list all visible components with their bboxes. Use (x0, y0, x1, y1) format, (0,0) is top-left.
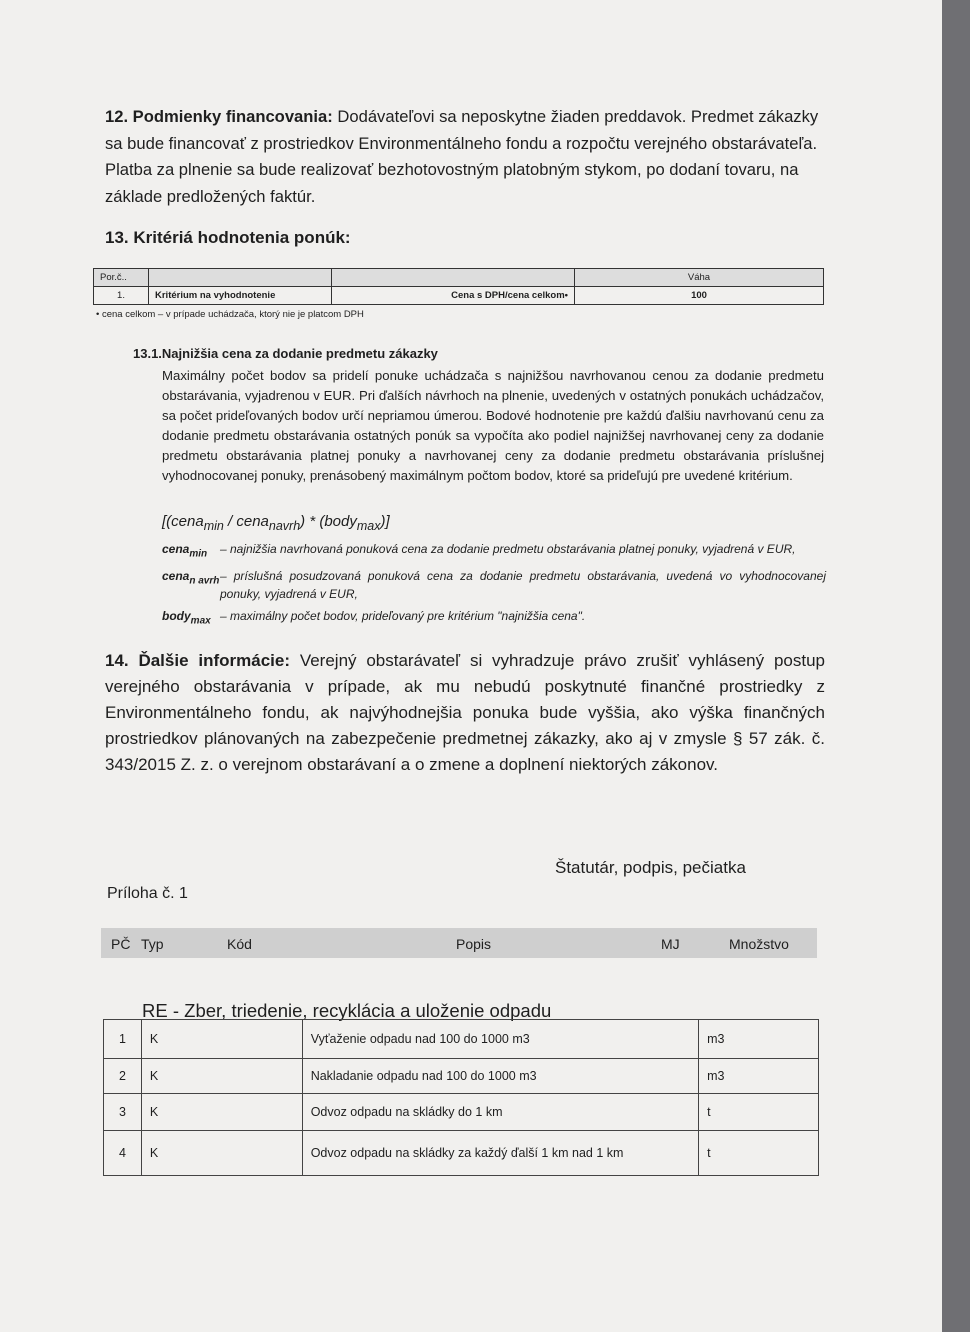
item-mj: m3 (699, 1020, 819, 1059)
section-14-text: Verejný obstarávateľ si vyhradzuje právo zrušiť vyhlásený postup verejného obstarávania v prípade, ak mu nebudú poskytnuté finančné prostriedky z Environmentálneho fondu, ak najvýhodnejšia ponuka bude vyššia, ako výška finančných prostriedkov plánovaných na zabezpečenie predmetnej zákazky, ako aj v zmysle § 57 zák. č. 343/2015 Z. z. o verejnom obstarávaní a o zmene a doplnení niektorých zákonov. (105, 651, 825, 774)
formula-part: [(cena (162, 513, 204, 530)
signature-label: Štatutár, podpis, pečiatka (555, 858, 746, 877)
items-header-mnozstvo: Množstvo (729, 936, 789, 952)
criteria-row-no: 1. (94, 287, 149, 305)
criteria-table (93, 268, 824, 305)
definition-row (162, 540, 826, 563)
criteria-table-header (94, 269, 824, 287)
section-13-1-text: Maximálny počet bodov sa pridelí ponuke uchádzača s najnižšou navrhovanou cenou za dodanie predmetu obstarávania, vyjadrenou v EUR. Pri ďalších návrhoch na plnenie, uvedených v ostatných ponukách uchádzačov, sa počet prideľovaných bodov určí nepriamou úmerou. Bodové hodnotenie pre každú ďalšiu navrhovanú cenu za dodanie predmetu obstarávania ostatných ponúk sa vypočíta ako podiel najnižšej navrhovanej ceny za dodanie predmetu obstarávania platnej ponuky a navrhovanej ceny za dodanie predmetu obstarávania príslušnej vyhodnocovanej ponuky, prenásobený maximálnym počtom bodov, ktoré sa prideľujú pre uvedené kritérium. (162, 368, 824, 483)
item-popis: Odvoz odpadu na skládky za každý ďalší 1 km nad 1 km (302, 1131, 698, 1176)
table-row (104, 1094, 819, 1131)
section-14-heading: 14. Ďalšie informácie: (105, 651, 290, 670)
scoring-formula (162, 513, 390, 533)
criteria-row-price: Cena s DPH/cena celkom• (332, 287, 575, 305)
definition-row (162, 567, 826, 603)
item-typ: K (141, 1059, 302, 1094)
criteria-row-weight: 100 (575, 287, 824, 305)
items-table (103, 1019, 819, 1176)
definition-term: body$_{max}$ (162, 609, 211, 627)
formula-sub: navrh (268, 519, 301, 533)
formula-part: / cena (223, 513, 269, 530)
item-pc: 4 (104, 1131, 142, 1176)
section-14 (105, 648, 825, 778)
items-section-title: RE - Zber, triedenie, recyklácia a uloženie odpadu (142, 1000, 552, 1021)
formula-sub: max (356, 519, 381, 533)
item-pc: 1 (104, 1020, 142, 1059)
item-mj: t (699, 1131, 819, 1176)
formula-sub: min (203, 519, 224, 533)
annex-label: Príloha č. 1 (107, 885, 188, 902)
item-pc: 2 (104, 1059, 142, 1094)
item-popis: Vyťaženie odpadu nad 100 do 1000 m3 (302, 1020, 698, 1059)
definition-text: – maximálny počet bodov, prideľovaný pre kritérium "najnižšia cena". (220, 609, 586, 624)
item-typ: K (141, 1020, 302, 1059)
section-12-heading: 12. Podmienky financovania: (105, 107, 333, 126)
table-row (104, 1131, 819, 1176)
section-12 (105, 104, 825, 210)
items-header-mj: MJ (661, 936, 680, 952)
criteria-header-empty (149, 269, 332, 287)
criteria-header-empty-2 (332, 269, 575, 287)
formula-part: ) * (body (300, 513, 357, 530)
criteria-header-por: Por.č.. (94, 269, 149, 287)
item-popis: Nakladanie odpadu nad 100 do 1000 m3 (302, 1059, 698, 1094)
section-13-1-heading: 13.1.Najnižšia cena za dodanie predmetu zákazky (133, 346, 438, 361)
items-header-bar (101, 928, 817, 958)
definition-text: – príslušná posudzovaná ponuková cena za dodanie predmetu obstarávania, uvedená vo vyhodnocovanej ponuky, vyjadrená v EUR, (220, 569, 826, 602)
definition-text: – najnižšia navrhovaná ponuková cena za dodanie predmetu obstarávania platnej ponuky, vyjadrená v EUR, (220, 542, 796, 556)
items-header-typ: Typ (141, 936, 164, 952)
formula-definitions (162, 540, 826, 635)
criteria-table-row (94, 287, 824, 305)
criteria-note: • cena celkom – v prípade uchádzača, ktorý nie je platcom DPH (96, 309, 364, 320)
table-row (104, 1020, 819, 1059)
section-12-text: Dodávateľovi sa neposkytne žiaden preddavok. Predmet zákazky sa bude financovať z prostriedkov Environmentálneho fondu a rozpočtu verejného obstarávateľa. Platba za plnenie sa bude realizovať bezhotovostným platobným stykom, po dodaní tovaru, na základe predložených faktúr. (105, 107, 819, 206)
table-row (104, 1059, 819, 1094)
criteria-row-criterion: Kritérium na vyhodnotenie (149, 287, 332, 305)
definition-row (162, 607, 826, 630)
item-popis: Odvoz odpadu na skládky do 1 km (302, 1094, 698, 1131)
section-13-heading: 13. Kritériá hodnotenia ponúk: (105, 228, 351, 247)
items-header-kod: Kód (227, 936, 252, 952)
definition-term: cena$_{min}$ (162, 542, 208, 560)
items-header-popis: Popis (456, 936, 492, 952)
item-pc: 3 (104, 1094, 142, 1131)
item-typ: K (141, 1094, 302, 1131)
definition-term: cena$_{n avrh}$ (162, 569, 220, 587)
items-header-pc: PČ (111, 936, 131, 952)
item-typ: K (141, 1131, 302, 1176)
criteria-header-vaha: Váha (575, 269, 824, 287)
formula-part: )] (380, 513, 390, 530)
item-mj: m3 (699, 1059, 819, 1094)
item-mj: t (699, 1094, 819, 1131)
